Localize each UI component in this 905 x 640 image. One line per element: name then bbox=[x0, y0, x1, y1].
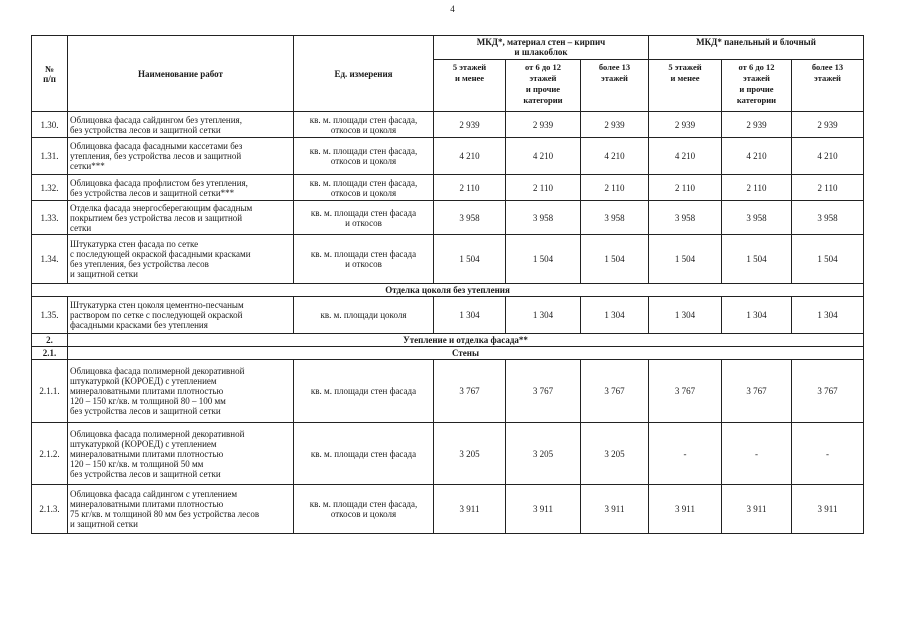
price-cell: 2 939 bbox=[722, 112, 792, 138]
price-cell: 1 304 bbox=[581, 297, 649, 334]
section-title: Утепление и отделка фасада** bbox=[68, 334, 864, 347]
price-cell: 2 939 bbox=[649, 112, 722, 138]
price-cell: 3 958 bbox=[434, 201, 506, 235]
section-row bbox=[32, 334, 864, 347]
price-cell: 4 210 bbox=[722, 138, 792, 175]
work-name: Облицовка фасада сайдингом без утепления, без устройства лесов и защитной сетки bbox=[68, 112, 294, 138]
price-cell: 3 958 bbox=[506, 201, 581, 235]
price-cell: 3 767 bbox=[792, 360, 864, 423]
header-sub: 5 этажей и менее bbox=[649, 60, 722, 112]
price-cell: 4 210 bbox=[506, 138, 581, 175]
price-cell: 3 205 bbox=[434, 423, 506, 485]
unit: кв. м. площади цоколя bbox=[294, 297, 434, 334]
table-row bbox=[32, 485, 864, 534]
table-row bbox=[32, 175, 864, 201]
price-cell: 4 210 bbox=[434, 138, 506, 175]
work-name: Штукатурка стен цоколя цементно-песчаным раствором по сетке с последующей окраской фасадными красками без утепления bbox=[68, 297, 294, 334]
price-cell: 1 504 bbox=[581, 235, 649, 284]
section-title-plinth: Отделка цоколя без утепления bbox=[32, 284, 864, 297]
section-number: 2.1. bbox=[32, 347, 68, 360]
header-sub: от 6 до 12 этажей и прочие категории bbox=[722, 60, 792, 112]
unit: кв. м. площади стен фасада, откосов и цоколя bbox=[294, 138, 434, 175]
header-col-unit: Ед. измерения bbox=[294, 36, 434, 112]
price-cell: 3 911 bbox=[792, 485, 864, 534]
price-cell: - bbox=[722, 423, 792, 485]
section-row bbox=[32, 347, 864, 360]
row-number: 2.1.2. bbox=[32, 423, 68, 485]
section-title: Стены bbox=[68, 347, 864, 360]
section-row bbox=[32, 284, 864, 297]
header-group-panel: МКД* панельный и блочный bbox=[649, 36, 864, 60]
price-cell: 3 767 bbox=[722, 360, 792, 423]
price-cell: 3 958 bbox=[722, 201, 792, 235]
work-name: Облицовка фасада профлистом без утепления, без устройства лесов и защитной сетки*** bbox=[68, 175, 294, 201]
price-cell: 3 911 bbox=[649, 485, 722, 534]
header-sub: от 6 до 12 этажей и прочие категории bbox=[506, 60, 581, 112]
price-cell: 3 767 bbox=[506, 360, 581, 423]
work-name: Облицовка фасада полимерной декоративной штукатуркой (КОРОЕД) с утеплением минераловатными плитами плотностью 120 – 150 кг/кв. м толщиной 80 – 100 мм без устройства лесов и защитной сетки bbox=[68, 360, 294, 423]
price-cell: 1 504 bbox=[434, 235, 506, 284]
work-name: Облицовка фасада фасадными кассетами без утепления, без устройства лесов и защитной сетки*** bbox=[68, 138, 294, 175]
price-cell: 2 939 bbox=[792, 112, 864, 138]
price-cell: 1 504 bbox=[792, 235, 864, 284]
price-cell: - bbox=[649, 423, 722, 485]
price-cell: 3 958 bbox=[792, 201, 864, 235]
price-cell: 2 939 bbox=[581, 112, 649, 138]
unit: кв. м. площади стен фасада bbox=[294, 423, 434, 485]
work-name: Штукатурка стен фасада по сетке с последующей окраской фасадными красками без утепления, без устройства лесов и защитной сетки bbox=[68, 235, 294, 284]
unit: кв. м. площади стен фасада и откосов bbox=[294, 235, 434, 284]
price-cell: 2 110 bbox=[649, 175, 722, 201]
price-cell: - bbox=[792, 423, 864, 485]
header-sub: более 13 этажей bbox=[792, 60, 864, 112]
price-cell: 1 304 bbox=[434, 297, 506, 334]
header-col-name: Наименование работ bbox=[68, 36, 294, 112]
row-number: 1.32. bbox=[32, 175, 68, 201]
unit: кв. м. площади стен фасада, откосов и цоколя bbox=[294, 175, 434, 201]
row-number: 2.1.3. bbox=[32, 485, 68, 534]
page-number: 4 bbox=[450, 4, 455, 14]
header-col-num: № п/п bbox=[32, 36, 68, 112]
price-cell: 1 304 bbox=[649, 297, 722, 334]
table-row bbox=[32, 201, 864, 235]
row-number: 1.34. bbox=[32, 235, 68, 284]
header-group-brick: МКД*, материал стен – кирпич и шлакоблок bbox=[434, 36, 649, 60]
price-cell: 1 504 bbox=[506, 235, 581, 284]
price-cell: 2 110 bbox=[722, 175, 792, 201]
row-number: 1.33. bbox=[32, 201, 68, 235]
price-cell: 1 504 bbox=[649, 235, 722, 284]
header-sub: более 13 этажей bbox=[581, 60, 649, 112]
row-number: 1.30. bbox=[32, 112, 68, 138]
price-cell: 3 767 bbox=[434, 360, 506, 423]
price-cell: 3 911 bbox=[581, 485, 649, 534]
unit: кв. м. площади стен фасада и откосов bbox=[294, 201, 434, 235]
price-cell: 2 110 bbox=[506, 175, 581, 201]
price-cell: 4 210 bbox=[649, 138, 722, 175]
table-row bbox=[32, 297, 864, 334]
price-cell: 3 767 bbox=[649, 360, 722, 423]
price-cell: 1 504 bbox=[722, 235, 792, 284]
price-cell: 4 210 bbox=[581, 138, 649, 175]
header-sub: 5 этажей и менее bbox=[434, 60, 506, 112]
section-number: 2. bbox=[32, 334, 68, 347]
price-cell: 3 767 bbox=[581, 360, 649, 423]
row-number: 1.31. bbox=[32, 138, 68, 175]
price-cell: 3 958 bbox=[581, 201, 649, 235]
row-number: 1.35. bbox=[32, 297, 68, 334]
work-name: Облицовка фасада сайдингом с утеплением минераловатными плитами плотностью 75 кг/кв. м толщиной 80 мм без устройства лесов и защитной сетки bbox=[68, 485, 294, 534]
price-cell: 1 304 bbox=[792, 297, 864, 334]
price-cell: 3 205 bbox=[581, 423, 649, 485]
unit: кв. м. площади стен фасада bbox=[294, 360, 434, 423]
work-name: Облицовка фасада полимерной декоративной штукатуркой (КОРОЕД) с утеплением минераловатными плитами плотностью 120 – 150 кг/кв. м толщиной 50 мм без устройства лесов и защитной сетки bbox=[68, 423, 294, 485]
table-row bbox=[32, 360, 864, 423]
table-row bbox=[32, 235, 864, 284]
price-cell: 4 210 bbox=[792, 138, 864, 175]
price-cell: 2 110 bbox=[434, 175, 506, 201]
price-cell: 2 110 bbox=[581, 175, 649, 201]
work-name: Отделка фасада энергосберегающим фасадным покрытием без устройства лесов и защитной сетки bbox=[68, 201, 294, 235]
price-cell: 3 958 bbox=[649, 201, 722, 235]
price-cell: 2 110 bbox=[792, 175, 864, 201]
price-cell: 3 205 bbox=[506, 423, 581, 485]
price-table bbox=[31, 35, 864, 534]
price-cell: 1 304 bbox=[722, 297, 792, 334]
price-cell: 1 304 bbox=[506, 297, 581, 334]
table-row bbox=[32, 423, 864, 485]
price-cell: 3 911 bbox=[722, 485, 792, 534]
table-row bbox=[32, 112, 864, 138]
unit: кв. м. площади стен фасада, откосов и цоколя bbox=[294, 485, 434, 534]
unit: кв. м. площади стен фасада, откосов и цоколя bbox=[294, 112, 434, 138]
row-number: 2.1.1. bbox=[32, 360, 68, 423]
table-row bbox=[32, 138, 864, 175]
price-cell: 3 911 bbox=[434, 485, 506, 534]
price-cell: 3 911 bbox=[506, 485, 581, 534]
price-cell: 2 939 bbox=[434, 112, 506, 138]
price-cell: 2 939 bbox=[506, 112, 581, 138]
